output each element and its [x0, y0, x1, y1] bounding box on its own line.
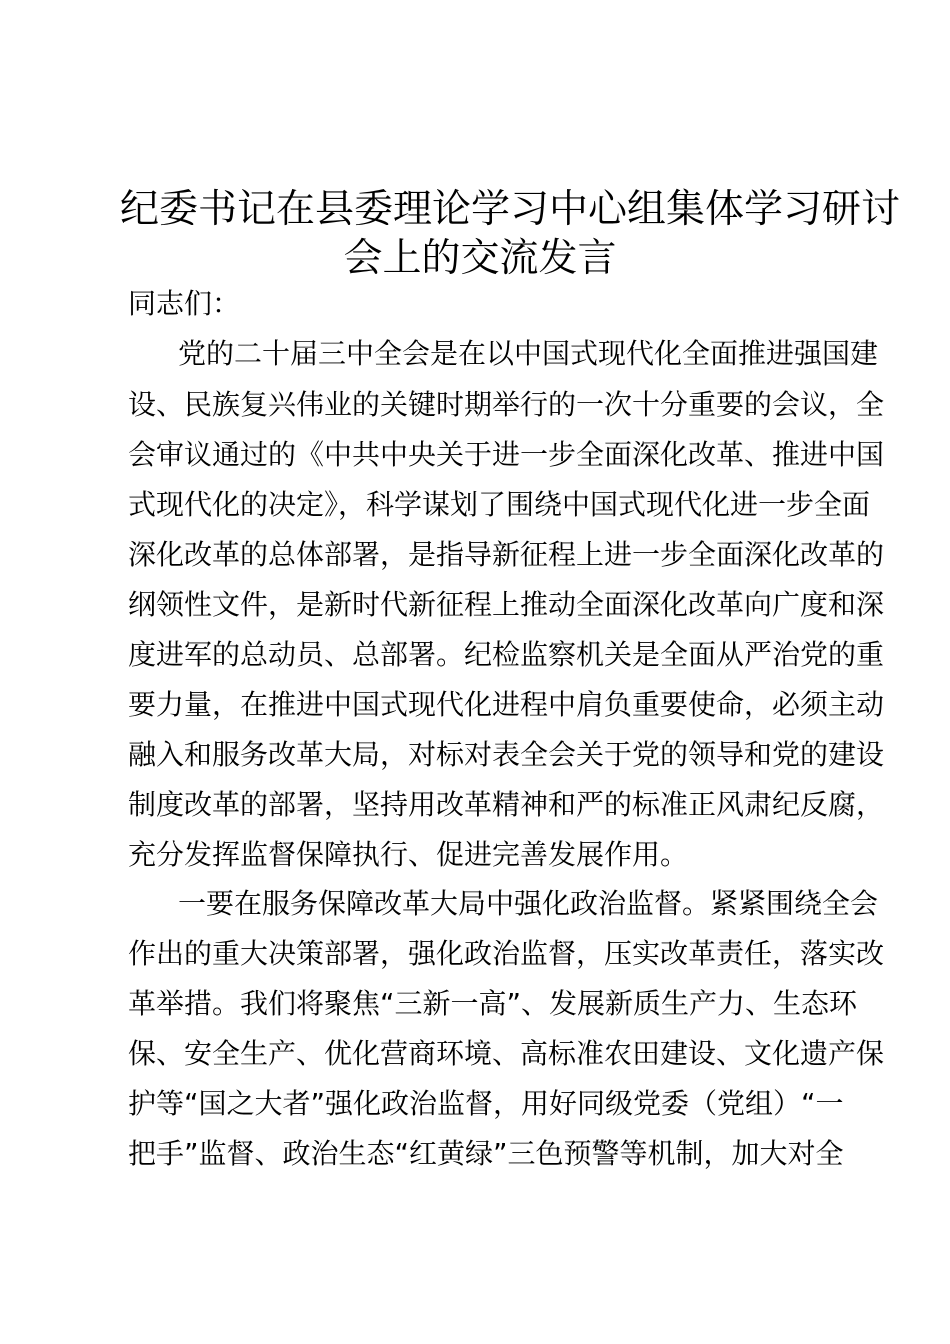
paragraph-1-line: 党的二十届三中全会是在以中国式现代化全面推进强国建: [178, 337, 879, 370]
paragraph-2-line: 护等“国之大者”强化政治监督，用好同级党委（党组）“一: [128, 1087, 844, 1120]
paragraph-1-line: 要力量，在推进中国式现代化进程中肩负重要使命，必须主动: [128, 688, 885, 721]
paragraph-2-line: 把手”监督、政治生态“红黄绿”三色预警等机制，加大对全: [128, 1137, 844, 1170]
paragraph-2-line: 保、安全生产、优化营商环境、高标准农田建设、文化遗产保: [128, 1037, 885, 1070]
paragraph-2-line: 革举措。我们将聚焦“三新一高”、发展新质生产力、生态环: [128, 987, 858, 1020]
paragraph-1-line: 充分发挥监督保障执行、促进完善发展作用。: [128, 838, 689, 871]
paragraph-1-line: 式现代化的决定》，科学谋划了围绕中国式现代化进一步全面: [128, 488, 871, 521]
paragraph-1-line: 制度改革的部署，坚持用改革精神和严的标准正风肃纪反腐，: [128, 788, 885, 821]
document-title-line-2: 会上的交流发言: [343, 236, 617, 281]
paragraph-2-line: 作出的重大决策部署，强化政治监督，压实改革责任，落实改: [128, 937, 885, 970]
paragraph-1-line: 会审议通过的《中共中央关于进一步全面深化改革、推进中国: [128, 438, 885, 471]
paragraph-1-line: 深化改革的总体部署，是指导新征程上进一步全面深化改革的: [128, 538, 885, 571]
paragraph-1-line: 设、民族复兴伟业的关键时期举行的一次十分重要的会议，全: [128, 388, 885, 421]
paragraph-1-line: 度进军的总动员、总部署。纪检监察机关是全面从严治党的重: [128, 638, 885, 671]
document-title-line-1: 纪委书记在县委理论学习中心组集体学习研讨: [120, 187, 901, 232]
paragraph-1-line: 纲领性文件，是新时代新征程上推动全面深化改革向广度和深: [128, 588, 885, 621]
salutation: 同志们：: [128, 287, 241, 320]
paragraph-1-line: 融入和服务改革大局，对标对表全会关于党的领导和党的建设: [128, 738, 885, 771]
paragraph-2-line: 一要在服务保障改革大局中强化政治监督。紧紧围绕全会: [178, 887, 879, 920]
